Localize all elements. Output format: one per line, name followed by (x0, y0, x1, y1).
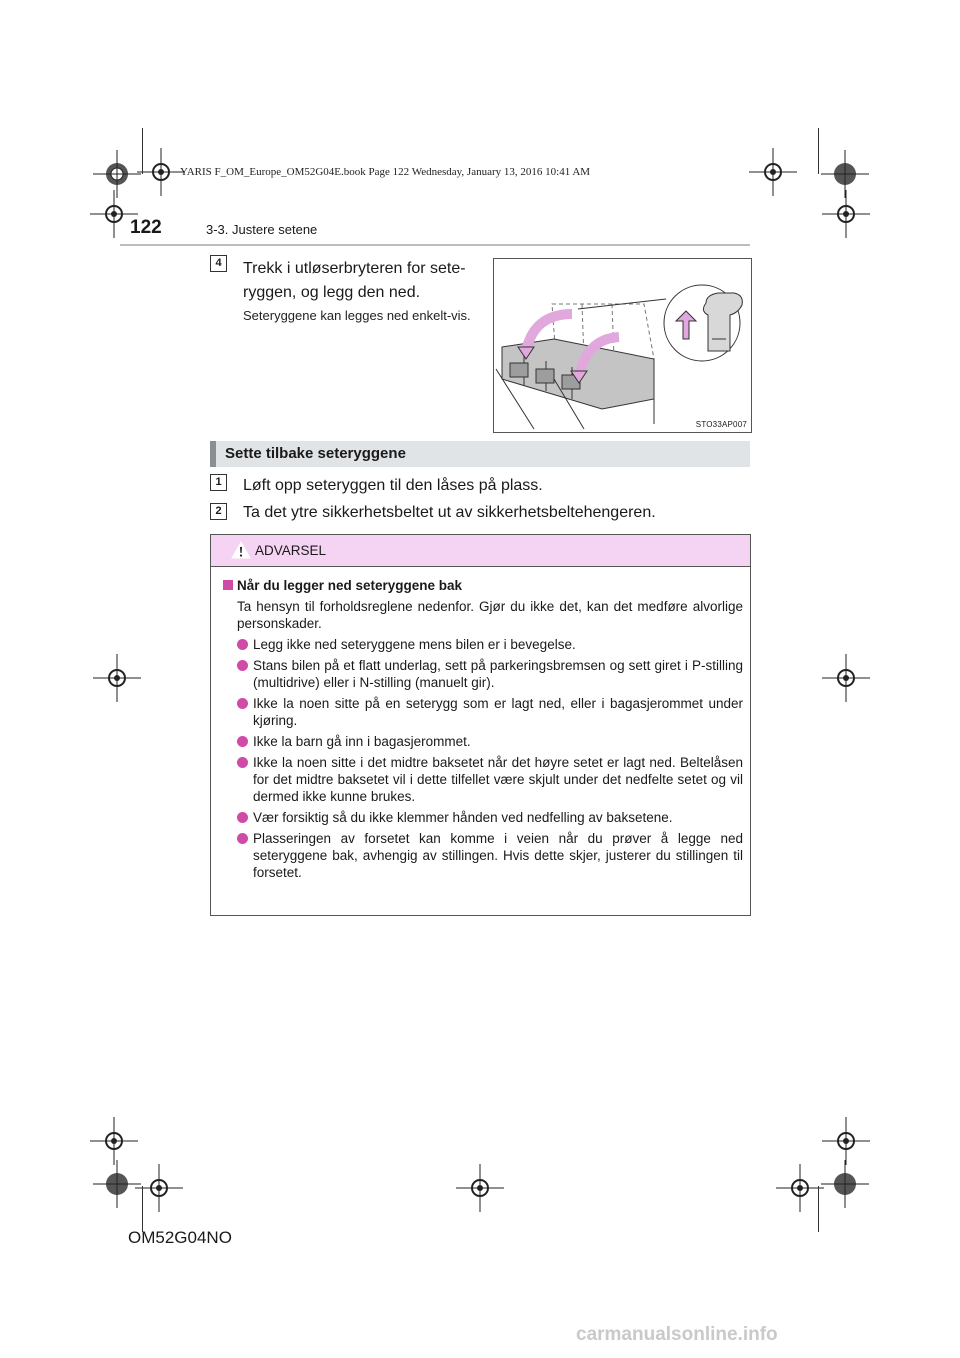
page-number: 122 (130, 217, 162, 238)
bullet-text: Ikke la barn gå inn i bagasjerommet. (253, 734, 471, 749)
step-1-text: Løft opp seteryggen til den låses på plass. (243, 477, 543, 494)
list-item (223, 636, 743, 653)
warning-intro: Ta hensyn til forholdsreglene nedenfor. Gjør du ikke det, kan det medføre alvorlige personskader. (237, 599, 743, 631)
crosshair-mark-icon (90, 1117, 138, 1165)
bullet-icon (237, 639, 248, 650)
step-number-2: 2 (210, 503, 227, 520)
crop-line (142, 128, 143, 174)
crosshair-mark-icon (456, 1164, 504, 1212)
list-item (223, 809, 743, 826)
section-heading: Sette tilbake seteryggene (225, 445, 406, 462)
bullet-text: Stans bilen på et flatt underlag, sett på parkeringsbremsen og sett giret i P-stilling (multidrive) eller i N-stilling (manuelt gir). (253, 658, 743, 690)
crosshair-mark-icon (821, 1160, 869, 1208)
crosshair-mark-icon (93, 654, 141, 702)
seat-illustration (493, 258, 752, 433)
illustration-code: STO33AP007 (695, 420, 747, 429)
bullet-icon (237, 833, 248, 844)
section-bar-accent (210, 441, 216, 467)
crosshair-mark-icon (822, 190, 870, 238)
bullet-icon (237, 757, 248, 768)
step-number-4: 4 (210, 255, 227, 272)
warning-triangle-icon (231, 541, 251, 559)
warning-heading (223, 577, 743, 594)
warning-heading-text: Når du legger ned seteryggene bak (237, 578, 463, 593)
list-item (223, 754, 743, 805)
warning-box (210, 534, 751, 916)
step-number-1: 1 (210, 474, 227, 491)
list-item (223, 733, 743, 750)
bullet-icon (237, 812, 248, 823)
footer-code: OM52G04NO (128, 1228, 232, 1247)
book-header: YARIS F_OM_Europe_OM52G04E.book Page 122 Wednesday, January 13, 2016 10:41 AM (180, 166, 591, 178)
bullet-text: Ikke la noen sitte i det midtre baksetet når det høyre setet er lagt ned. Beltelåsen for det midtre baksetet vil i dette tilfellet være skjult under det nedfelte setet og vil dermed ikke kunne brukes. (253, 755, 743, 804)
warning-label: ADVARSEL (255, 543, 327, 558)
crosshair-mark-icon (137, 148, 185, 196)
bullet-icon (237, 660, 248, 671)
watermark: carmanualsonline.info (576, 1324, 778, 1345)
warning-list (223, 636, 743, 881)
crosshair-mark-icon (776, 1164, 824, 1212)
crosshair-mark-icon (822, 1117, 870, 1165)
square-bullet-icon (223, 580, 233, 590)
list-item (223, 830, 743, 881)
seat-fold-illustration-icon (494, 259, 751, 432)
section-title: 3-3. Justere setene (206, 222, 318, 237)
crop-line (818, 128, 819, 174)
crosshair-mark-icon (93, 1160, 141, 1208)
section-heading-bar (210, 441, 750, 467)
crop-line (142, 1186, 143, 1232)
header-divider (120, 244, 750, 246)
bullet-text: Vær forsiktig så du ikke klemmer hånden ved nedfelling av baksetene. (253, 810, 673, 825)
bullet-icon (237, 698, 248, 709)
step-2-text: Ta det ytre sikkerhetsbeltet ut av sikkerhetsbeltehengeren. (243, 504, 656, 521)
step-4-text: Trekk i utløserbryteren for sete-ryggen, og legg den ned. (243, 260, 466, 301)
warning-body (223, 577, 743, 885)
warning-header (211, 535, 750, 567)
step-4-note: Seteryggene kan legges ned enkelt-vis. (243, 308, 471, 323)
bullet-icon (237, 736, 248, 747)
crop-line (818, 1186, 819, 1232)
crosshair-mark-icon (749, 148, 797, 196)
list-item (223, 695, 743, 729)
bullet-text: Plasseringen av forsetet kan komme i veien når du prøver å legge ned seteryggene bak, avhengig av stillingen. Hvis dette skjer, justerer du stillingen til forsetet. (253, 831, 743, 880)
bullet-text: Legg ikke ned seteryggene mens bilen er i bevegelse. (253, 637, 576, 652)
crosshair-mark-icon (822, 654, 870, 702)
bullet-text: Ikke la noen sitte på en seterygg som er lagt ned, eller i bagasjerommet under kjøring. (253, 696, 743, 728)
list-item (223, 657, 743, 691)
